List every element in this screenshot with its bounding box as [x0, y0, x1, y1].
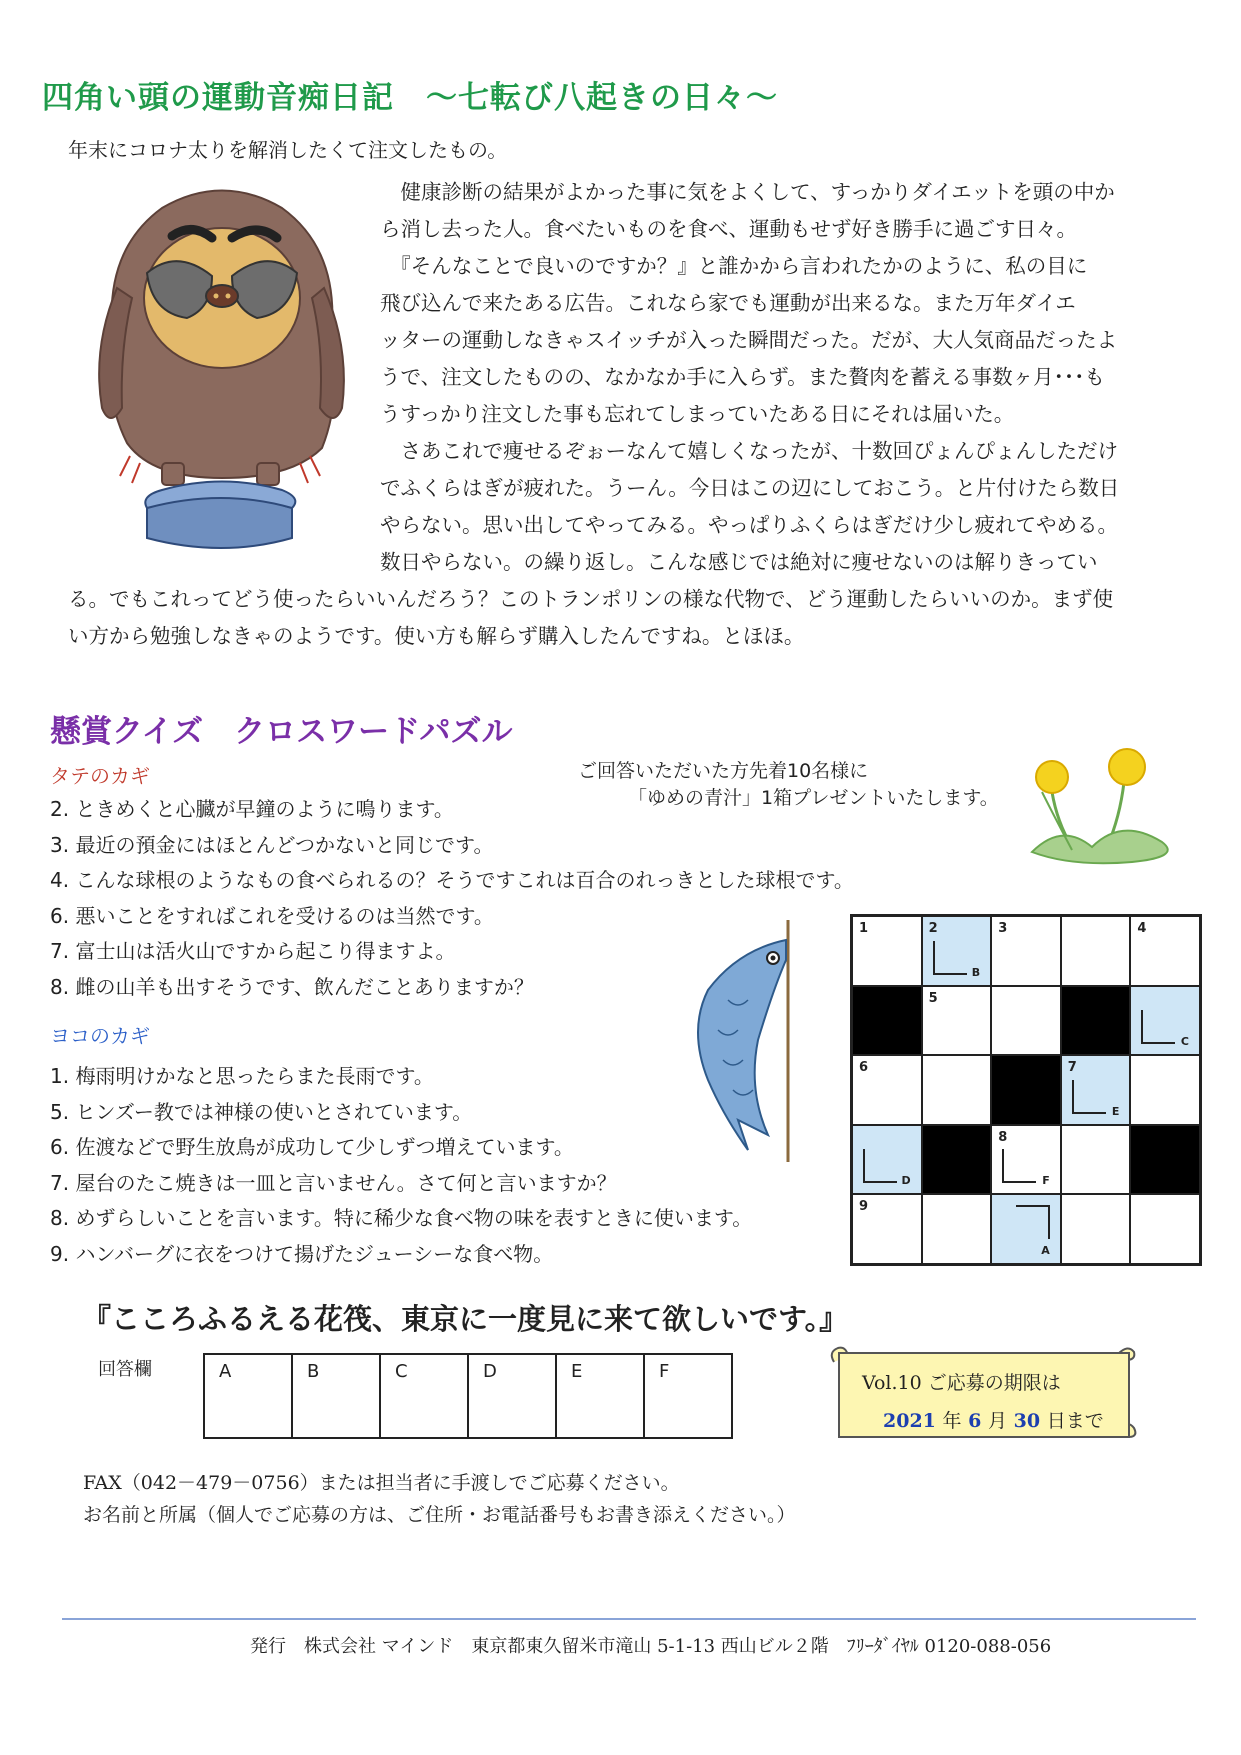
clue-item: 2. ときめくと心臓が早鐘のように鳴ります。 — [50, 797, 454, 821]
deadline-nen: 年 — [942, 1410, 962, 1432]
crossword-cell[interactable] — [991, 986, 1061, 1056]
quiz-title: 懸賞クイズ クロスワードパズル — [50, 714, 513, 750]
answer-cell-a[interactable]: A — [204, 1354, 292, 1438]
cell-number: 7 — [1067, 1060, 1077, 1076]
article-line: ッターの運動しなきゃスイッチが入った瞬間だった。だが、大人気商品だったよ — [380, 328, 1118, 352]
crossword-cell[interactable] — [991, 1194, 1061, 1264]
answer-bracket-icon — [933, 941, 967, 975]
deadline-year: 2021 — [883, 1410, 936, 1432]
crossword-cell[interactable] — [922, 1194, 992, 1264]
crossword-cell[interactable] — [1130, 1194, 1200, 1264]
answer-cell-b[interactable]: B — [292, 1354, 380, 1438]
crossword-cell[interactable] — [1130, 986, 1200, 1056]
crossword-cell[interactable] — [922, 986, 992, 1056]
clue-item: 3. 最近の預金にはほとんどつかないと同じです。 — [50, 832, 494, 857]
sloth-trampoline-illustration — [92, 178, 352, 556]
cell-number: 3 — [998, 921, 1008, 936]
crossword-black-cell — [852, 986, 922, 1056]
answer-bracket-icon — [863, 1149, 897, 1183]
article-title: 四角い頭の運動音痴日記 ～七転び八起きの日々～ — [42, 80, 778, 116]
cell-number: 8 — [998, 1129, 1008, 1145]
cell-answer-letter: B — [971, 965, 981, 979]
clue-item: 8. めずらしいことを言います。特に稀少な食べ物の味を表すときに使います。 — [50, 1206, 753, 1231]
slogan: 『こころふるえる花筏、東京に一度見に来て欲しいです。』 — [82, 1302, 849, 1336]
article-line: うで、注文したものの、なかなか手に入らず。また贅肉を蓄える事数ヶ月･･･も — [380, 365, 1105, 389]
article-line: やらない。思い出してやってみる。やっぱりふくらはぎだけ少し疲れてやめる。 — [380, 513, 1118, 537]
clue-item: 6. 悪いことをすればこれを受けるのは当然です。 — [50, 903, 494, 928]
footer-publisher: 発行 株式会社 マインド 東京都東久留米市滝山 5-1-13 西山ビル２階 ﾌﾘｰﾀﾞｲﾔﾙ 0120-088-056 — [250, 1636, 1052, 1657]
cell-answer-letter: A — [1041, 1243, 1050, 1257]
answer-table — [203, 1353, 733, 1439]
crossword-cell[interactable] — [852, 1055, 922, 1125]
cell-number: 5 — [928, 990, 938, 1006]
present-note — [578, 758, 999, 812]
deadline-month: 6 — [968, 1410, 982, 1432]
present-line: 「ゆめの青汁」1箱プレゼントいたします。 — [628, 787, 999, 809]
clue-item: 4. こんな球根のようなもの食べられるの？そうですこれは百合のれっきとした球根です。 — [50, 868, 854, 893]
answer-label: 回答欄 — [98, 1359, 152, 1380]
crossword-cell[interactable] — [852, 916, 922, 986]
article-body-right — [380, 174, 1119, 581]
deadline-day: 30 — [1013, 1410, 1041, 1432]
name-instruction: お名前と所属（個人でご応募の方は、ご住所・お電話番号もお書き添えください。） — [83, 1504, 796, 1526]
deadline-date — [883, 1406, 1104, 1433]
tate-heading: タテのカギ — [50, 764, 150, 788]
article-line: ら消し去った人。食べたいものを食べ、運動もせず好き勝手に過ごす日々。 — [380, 217, 1077, 241]
clue-item: 9. ハンバーグに衣をつけて揚げたジューシーな食べ物。 — [50, 1241, 554, 1266]
deadline-end: 日まで — [1046, 1410, 1104, 1432]
crossword-cell[interactable] — [1061, 1125, 1131, 1195]
article-line: 健康診断の結果がよかった事に気をよくして、すっかりダイエットを頭の中か — [380, 180, 1115, 204]
deadline-scroll — [828, 1344, 1140, 1448]
article-line: い方から勉強しなきゃのようです。使い方も解らず購入したんですね。とほほ。 — [68, 624, 805, 648]
dandelion-illustration — [1012, 722, 1192, 870]
deadline-tsuki: 月 — [988, 1410, 1008, 1432]
clue-item: 1. 梅雨明けかなと思ったらまた長雨です。 — [50, 1064, 434, 1088]
present-line: ご回答いただいた方先着10名様に — [578, 760, 869, 782]
answer-cell-f[interactable]: F — [644, 1354, 732, 1438]
article-line: うすっかり注文した事も忘れてしまっていたある日にそれは届いた。 — [380, 402, 1015, 426]
crossword-cell[interactable] — [922, 916, 992, 986]
cell-answer-letter: E — [1111, 1104, 1120, 1118]
fax-instruction: FAX（042－479－0756）または担当者に手渡しでご応募ください。 — [83, 1472, 680, 1494]
crossword-cell[interactable] — [1061, 916, 1131, 986]
crossword-cell[interactable] — [1130, 916, 1200, 986]
crossword-grid — [850, 914, 1202, 1266]
article-line: さあこれで痩せるぞぉーなんて嬉しくなったが、十数回ぴょんぴょんしただけ — [380, 439, 1118, 463]
article-line: る。でもこれってどう使ったらいいんだろう？このトランポリンの様な代物で、どう運動したらいいのか。まず使 — [68, 587, 1114, 611]
cell-number: 9 — [859, 1199, 869, 1215]
yoko-clues — [50, 1059, 752, 1273]
clue-item: 7. 富士山は活火山ですから起こり得ますよ。 — [50, 939, 456, 964]
clue-item: 7. 屋台のたこ焼きは一皿と言いません。さて何と言いますか？ — [50, 1170, 617, 1195]
crossword-black-cell — [1130, 1125, 1200, 1195]
cell-answer-letter: D — [901, 1174, 911, 1188]
cell-number: 6 — [859, 1060, 869, 1076]
cell-number: 2 — [928, 921, 938, 936]
crossword-cell[interactable] — [852, 1125, 922, 1195]
cell-answer-letter: F — [1042, 1174, 1050, 1188]
crossword-cell[interactable] — [1061, 1055, 1131, 1125]
answer-cell-e[interactable]: E — [556, 1354, 644, 1438]
crossword-cell[interactable] — [922, 1055, 992, 1125]
koinobori-illustration — [678, 920, 808, 1162]
clue-item: 5. ヒンズー教では神様の使いとされています。 — [50, 1099, 473, 1124]
footer-divider — [62, 1618, 1196, 1620]
crossword-cell[interactable] — [991, 916, 1061, 986]
article-intro: 年末にコロナ太りを解消したくて注文したもの。 — [68, 138, 508, 162]
cell-number: 4 — [1137, 921, 1147, 936]
cell-answer-letter: C — [1180, 1035, 1189, 1049]
answer-cell-d[interactable]: D — [468, 1354, 556, 1438]
cell-number: 1 — [859, 921, 869, 936]
answer-bracket-icon — [1072, 1080, 1106, 1114]
article-line: 飛び込んで来たある広告。これなら家でも運動が出来るな。また万年ダイエ — [380, 291, 1076, 315]
article-body-full — [68, 581, 1113, 655]
answer-cell-c[interactable]: C — [380, 1354, 468, 1438]
crossword-cell[interactable] — [1061, 1194, 1131, 1264]
yoko-heading: ヨコのカギ — [50, 1024, 150, 1048]
clue-item: 6. 佐渡などで野生放鳥が成功して少しずつ増えています。 — [50, 1135, 574, 1160]
answer-bracket-icon — [1002, 1149, 1036, 1183]
answer-bracket-icon — [1016, 1205, 1050, 1239]
crossword-black-cell — [922, 1125, 992, 1195]
clue-item: 8. 雌の山羊も出すそうです、飲んだことありますか？ — [50, 974, 534, 999]
crossword-cell[interactable] — [1130, 1055, 1200, 1125]
article-line: 数日やらない。の繰り返し。こんな感じでは絶対に痩せないのは解りきってい — [380, 550, 1098, 574]
article-line: でふくらはぎが疲れた。うーん。今日はこの辺にしておこう。と片付けたら数日 — [380, 476, 1120, 500]
crossword-black-cell — [991, 1055, 1061, 1125]
answer-bracket-icon — [1141, 1010, 1175, 1044]
article-line: 『そんなことで良いのですか？』と誰かから言われたかのように、私の目に — [380, 254, 1088, 278]
crossword-cell[interactable] — [852, 1194, 922, 1264]
crossword-cell[interactable] — [991, 1125, 1061, 1195]
deadline-title: Vol.10 ご応募の期限は — [862, 1372, 1061, 1394]
crossword-black-cell — [1061, 986, 1131, 1056]
